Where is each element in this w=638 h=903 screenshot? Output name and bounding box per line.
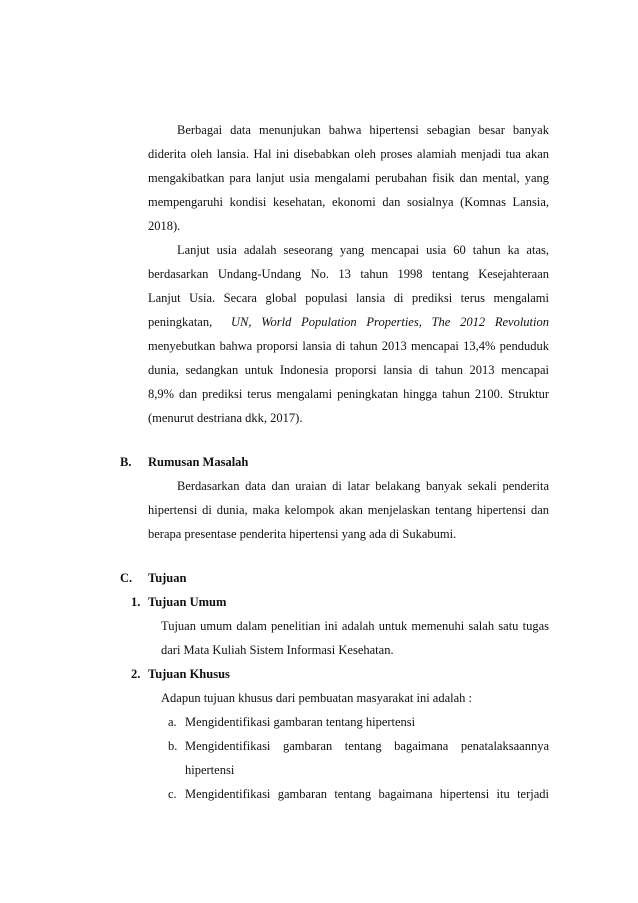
paragraph-line: Berdasarkan data dan uraian di latar belakang banyak sekali penderita bbox=[177, 479, 549, 493]
list-item: Mengidentifikasi gambaran tentang bagaimana hipertensi itu terjadi bbox=[185, 787, 549, 801]
paragraph-line: Lanjut Usia. Secara global populasi lansia di prediksi terus mengalami bbox=[148, 291, 549, 305]
list-item-continuation: hipertensi bbox=[185, 763, 235, 777]
line-prefix: peningkatan, bbox=[148, 315, 213, 329]
list-item: Mengidentifikasi gambaran tentang hipertensi bbox=[185, 715, 416, 729]
section-b-heading: Rumusan Masalah bbox=[148, 455, 249, 469]
paragraph-line: dunia, sedangkan untuk Indonesia proporsi lansia di tahun 2013 mencapai bbox=[148, 363, 549, 377]
paragraph-line: Berbagai data menunjukan bahwa hipertensi sebagian besar banyak bbox=[177, 123, 549, 137]
paragraph-line: Adapun tujuan khusus dari pembuatan masyarakat ini adalah : bbox=[161, 691, 473, 705]
subsection-1-heading: Tujuan Umum bbox=[148, 595, 227, 609]
paragraph-line: Lanjut usia adalah seseorang yang mencapai usia 60 tahun ka atas, bbox=[177, 243, 549, 257]
paragraph-line: diderita oleh lansia. Hal ini disebabkan oleh proses alamiah menjadi tua akan bbox=[148, 147, 549, 161]
paragraph-line: berdasarkan Undang-Undang No. 13 tahun 1998 tentang Kesejahteraan bbox=[148, 267, 549, 281]
section-c-marker: C. bbox=[120, 571, 133, 585]
paragraph-line: menyebutkan bahwa proporsi lansia di tahun 2013 mencapai 13,4% penduduk bbox=[148, 339, 549, 353]
section-b-marker: B. bbox=[120, 455, 132, 469]
citation-italic: UN, World Population Properties, The 2012 Revolution bbox=[231, 315, 549, 329]
paragraph-line: hipertensi di dunia, maka kelompok akan menjelaskan tentang hipertensi dan bbox=[148, 503, 549, 517]
list-item-marker: c. bbox=[168, 787, 177, 801]
list-item: Mengidentifikasi gambaran tentang bagaimana penatalaksaannya bbox=[185, 739, 549, 753]
paragraph-line: mengakibatkan para lanjut usia mengalami perubahan fisik dan mental, yang bbox=[148, 171, 549, 185]
paragraph-line: 8,9% dan prediksi terus mengalami peningkatan hingga tahun 2100. Struktur bbox=[148, 387, 549, 401]
list-item-marker: b. bbox=[168, 739, 178, 753]
paragraph-line bbox=[148, 314, 549, 330]
section-c-heading: Tujuan bbox=[148, 571, 187, 585]
subsection-2-heading: Tujuan Khusus bbox=[148, 667, 230, 681]
paragraph-line: (menurut destriana dkk, 2017). bbox=[148, 411, 303, 425]
paragraph-line: mempengaruhi kondisi kesehatan, ekonomi dan sosialnya (Komnas Lansia, bbox=[148, 195, 549, 209]
paragraph-line: dari Mata Kuliah Sistem Informasi Kesehatan. bbox=[161, 643, 394, 657]
list-item-marker: a. bbox=[168, 715, 177, 729]
subsection-1-marker: 1. bbox=[131, 595, 141, 609]
paragraph-line: 2018). bbox=[148, 219, 181, 233]
subsection-2-marker: 2. bbox=[131, 667, 141, 681]
paragraph-line: berapa presentase penderita hipertensi yang ada di Sukabumi. bbox=[148, 527, 457, 541]
paragraph-line: Tujuan umum dalam penelitian ini adalah untuk memenuhi salah satu tugas bbox=[161, 619, 549, 633]
